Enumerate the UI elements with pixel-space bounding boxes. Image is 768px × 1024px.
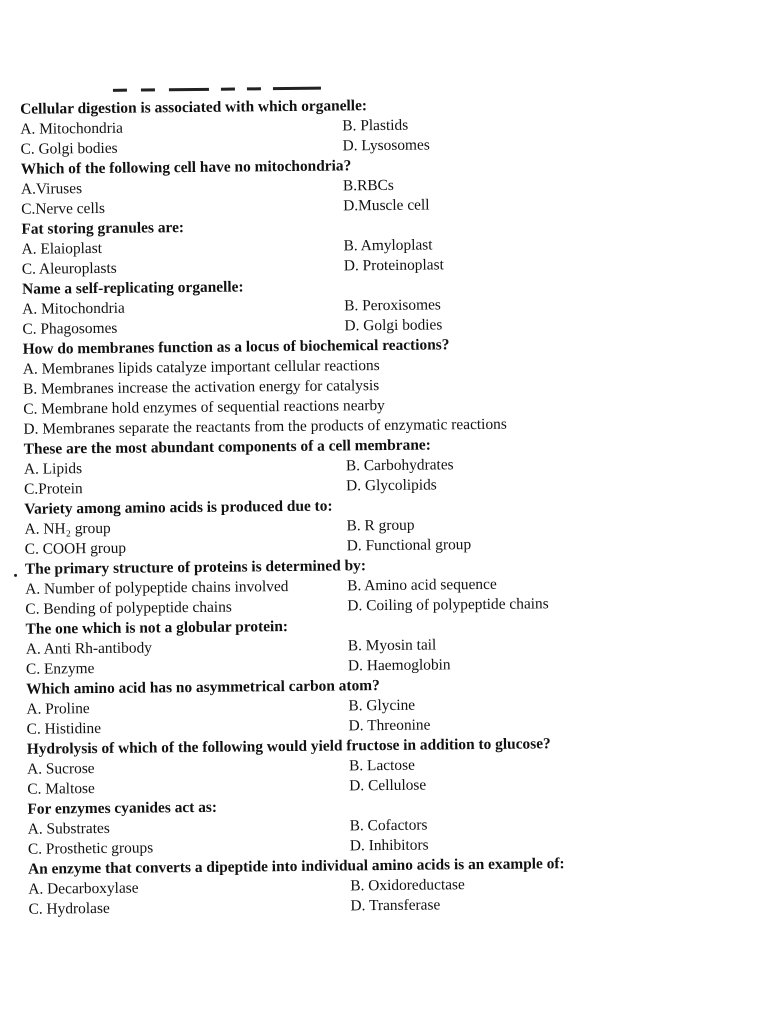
answer-option: A.Viruses xyxy=(20,180,83,198)
answer-options xyxy=(21,172,741,220)
dash-segment xyxy=(247,87,261,90)
answer-option: B. Amino acid sequence xyxy=(347,575,497,595)
answer-option: A. Membranes lipids catalyze important cellular reactions xyxy=(22,357,380,378)
answer-option: A. NH₂ group xyxy=(24,519,111,538)
question-text: Fat storing granules are: xyxy=(21,219,185,238)
question-item xyxy=(23,332,744,440)
answer-option: C.Nerve cells xyxy=(21,199,106,218)
question-text: Cellular digestion is associated with which organelle: xyxy=(20,97,368,118)
answer-option: D. Functional group xyxy=(346,536,472,555)
question-text: For enzymes cyanides act as: xyxy=(27,798,218,818)
dash-segment xyxy=(113,89,127,92)
question-list xyxy=(20,92,749,919)
dash-segment xyxy=(221,88,235,91)
answer-option: C. Enzyme xyxy=(25,660,95,678)
answer-option: D.Muscle cell xyxy=(343,196,430,215)
question-item xyxy=(28,852,749,920)
question-text: The primary structure of proteins is determined by: xyxy=(24,557,367,578)
answer-option: D. Transferase xyxy=(350,896,441,915)
answer-options xyxy=(27,752,747,800)
answer-option: A. Lipids xyxy=(23,460,83,478)
question-item xyxy=(21,212,742,280)
answer-option: B. Carbohydrates xyxy=(345,456,454,475)
answer-option: A. Decarboxylase xyxy=(28,879,139,898)
answer-option: A. Substrates xyxy=(27,819,110,838)
question-text: Which amino acid has no asymmetrical carbon atom? xyxy=(26,677,380,698)
question-text: How do membranes function as a locus of biochemical reactions? xyxy=(22,336,450,358)
answer-option: A. Mitochondria xyxy=(20,119,124,138)
answer-option: A. Proline xyxy=(26,700,90,718)
answer-option: D. Membranes separate the reactants from the products of enzymatic reactions xyxy=(23,415,507,438)
question-item xyxy=(27,792,748,860)
answer-option: C. Golgi bodies xyxy=(20,139,118,158)
answer-option: A. Elaioplast xyxy=(21,239,103,258)
question-item xyxy=(21,152,742,220)
question-item xyxy=(24,432,745,500)
question-text: Name a self-replicating organelle: xyxy=(21,278,244,298)
answer-options xyxy=(20,112,740,160)
answer-option: A. Mitochondria xyxy=(22,299,125,318)
answer-options xyxy=(24,512,744,560)
question-text: Hydrolysis of which of the following would yield fructose in addition to glucose? xyxy=(26,735,551,758)
answer-option: D. Glycolipids xyxy=(346,476,437,495)
question-item xyxy=(25,552,746,620)
question-text: An enzyme that converts a dipeptide into individual amino acids is an example of: xyxy=(28,855,565,878)
answer-options xyxy=(24,452,744,500)
answer-option: C. Aleuroplasts xyxy=(21,259,117,278)
question-text: The one which is not a globular protein: xyxy=(25,618,289,638)
question-text: Which of the following cell have no mitochondria? xyxy=(20,157,352,178)
question-item xyxy=(20,92,741,160)
answer-option: C. Bending of polypeptide chains xyxy=(25,598,232,618)
answer-option: C. Membrane hold enzymes of sequential reactions nearby xyxy=(23,396,385,418)
answer-option: B. Lactose xyxy=(348,756,415,775)
answer-options xyxy=(28,812,748,860)
answer-option: B. Oxidoreductase xyxy=(350,876,465,895)
answer-options xyxy=(22,292,742,340)
answer-option: C.Protein xyxy=(24,480,83,498)
margin-dot xyxy=(14,574,17,577)
answer-option: A. Anti Rh-antibody xyxy=(25,639,153,658)
answer-option: D. Proteinoplast xyxy=(343,256,444,275)
question-item xyxy=(24,492,745,560)
answer-option: D. Coiling of polypeptide chains xyxy=(347,595,549,615)
answer-option: C. Maltose xyxy=(27,780,95,798)
dash-segment xyxy=(273,87,321,91)
answer-option: D. Cellulose xyxy=(349,776,427,795)
dash-segment xyxy=(169,88,209,91)
question-item xyxy=(26,672,747,740)
answer-options xyxy=(23,352,744,440)
answer-option: B. Cofactors xyxy=(349,816,428,835)
answer-options xyxy=(26,632,746,680)
answer-options xyxy=(28,872,748,920)
answer-option: B. R group xyxy=(346,516,415,535)
answer-option: D. Golgi bodies xyxy=(344,316,443,335)
answer-option: D. Haemoglobin xyxy=(347,656,451,675)
answer-option: B.RBCs xyxy=(342,176,394,195)
answer-option: D. Threonine xyxy=(348,716,431,735)
answer-option: B. Peroxisomes xyxy=(344,296,441,315)
answer-option: C. Phagosomes xyxy=(22,319,118,338)
question-text: Variety among amino acids is produced due to: xyxy=(24,497,333,518)
answer-option: A. Sucrose xyxy=(26,760,95,778)
answer-option: C. Histidine xyxy=(26,719,102,738)
question-item xyxy=(25,612,746,680)
answer-option: C. Prosthetic groups xyxy=(27,839,154,858)
answer-option: B. Myosin tail xyxy=(347,636,437,655)
answer-options xyxy=(22,232,742,280)
answer-option: B. Plastids xyxy=(342,116,409,135)
question-text: These are the most abundant components of a cell membrane: xyxy=(23,436,431,458)
answer-option: D. Inhibitors xyxy=(349,836,429,855)
answer-option: D. Lysosomes xyxy=(342,136,430,155)
answer-options xyxy=(26,692,746,740)
header-dashed-rule xyxy=(113,87,323,93)
answer-option: C. COOH group xyxy=(24,539,127,558)
answer-option: A. Number of polypeptide chains involved xyxy=(25,578,289,598)
answer-option: B. Amyloplast xyxy=(343,236,433,255)
answer-option: B. Membranes increase the activation energy for catalysis xyxy=(22,377,380,398)
dash-segment xyxy=(141,88,155,91)
answer-option: C. Hydrolase xyxy=(28,899,110,918)
question-item xyxy=(27,732,748,800)
answer-options xyxy=(25,572,745,620)
question-item xyxy=(22,272,743,340)
answer-option: B. Glycine xyxy=(348,696,416,715)
